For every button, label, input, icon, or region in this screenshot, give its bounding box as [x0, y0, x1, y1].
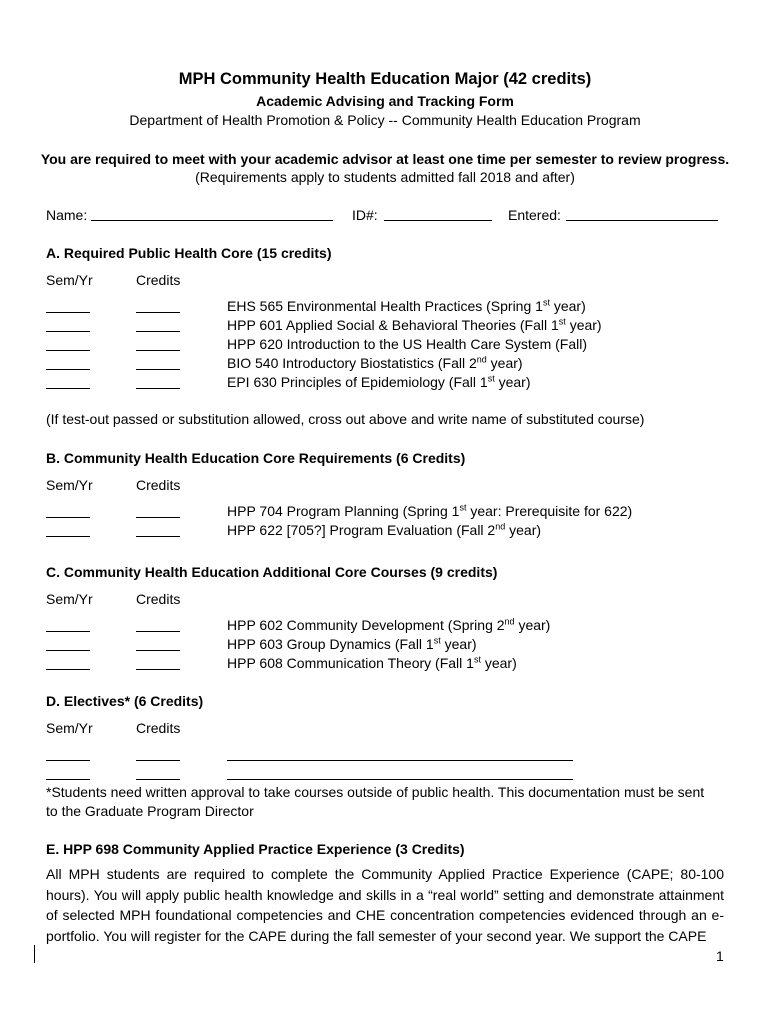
form-subtitle: Academic Advising and Tracking Form — [256, 93, 514, 109]
sem-blank[interactable] — [46, 536, 90, 537]
credits-blank[interactable] — [136, 312, 180, 313]
form-title: MPH Community Health Education Major (42 credits) — [178, 70, 592, 88]
section-e-heading: E. HPP 698 Community Applied Practice Experience (3 Credits) — [46, 841, 465, 857]
elective-course-field[interactable] — [227, 760, 573, 761]
electives-approval-note: *Students need written approval to take courses outside of public health. This documentation must be sent — [46, 784, 705, 800]
sem-blank[interactable] — [46, 388, 90, 389]
course-bio540: BIO 540 Introductory Biostatistics (Fall 2nd year) — [227, 354, 523, 371]
sem-blank[interactable] — [46, 517, 90, 518]
credits-blank[interactable] — [136, 650, 180, 651]
name-field[interactable] — [91, 220, 333, 221]
elective-course-field[interactable] — [227, 779, 573, 780]
section-d-heading: D. Electives* (6 Credits) — [46, 693, 204, 709]
page-number: 1 — [716, 948, 724, 964]
credits-header: Credits — [136, 720, 181, 736]
sem-yr-header: Sem/Yr — [46, 591, 93, 607]
credits-blank[interactable] — [136, 536, 180, 537]
entered-label: Entered: — [508, 207, 561, 223]
sem-blank[interactable] — [46, 350, 90, 351]
credits-blank[interactable] — [136, 331, 180, 332]
sem-yr-header: Sem/Yr — [46, 720, 93, 736]
sem-yr-header: Sem/Yr — [46, 272, 93, 288]
course-hpp622: HPP 622 [705?] Program Evaluation (Fall 2nd year) — [227, 521, 542, 538]
course-hpp608: HPP 608 Communication Theory (Fall 1st year) — [227, 654, 517, 671]
course-hpp603: HPP 603 Group Dynamics (Fall 1st year) — [227, 635, 477, 652]
id-label: ID#: — [352, 207, 378, 223]
sem-blank[interactable] — [46, 331, 90, 332]
sem-blank[interactable] — [46, 312, 90, 313]
course-ehs565: EHS 565 Environmental Health Practices (Spring 1st year) — [227, 297, 586, 314]
requirements-note: (Requirements apply to students admitted fall 2018 and after) — [195, 169, 575, 185]
sem-blank[interactable] — [46, 369, 90, 370]
credits-blank[interactable] — [136, 631, 180, 632]
cape-paragraph: All MPH students are required to complete the Community Applied Practice Experience (CAPE; 80-100 hours). You will apply public health knowledge and skills in a “real world” setting and demonstrate attainment of selected MPH foundational competencies and CHE concentration competencies evidenced through an e-portfolio. You will register for the CAPE during the fall semester of your second year. We support the CAPE — [46, 866, 724, 944]
advising-notice: You are required to meet with your academic advisor at least one time per semester to review progress. — [40, 151, 730, 167]
section-c-heading: C. Community Health Education Additional Core Courses (9 credits) — [46, 564, 498, 580]
course-hpp602: HPP 602 Community Development (Spring 2nd year) — [227, 616, 551, 633]
credits-header: Credits — [136, 272, 181, 288]
department-line: Department of Health Promotion & Policy -- Community Health Education Program — [129, 112, 641, 128]
electives-approval-note-cont: to the Graduate Program Director — [46, 803, 254, 819]
name-label: Name: — [46, 207, 88, 223]
course-epi630: EPI 630 Principles of Epidemiology (Fall 1st year) — [227, 373, 531, 390]
sem-blank[interactable] — [46, 650, 90, 651]
course-hpp620: HPP 620 Introduction to the US Health Care System (Fall) — [227, 336, 588, 352]
substitution-note: (If test-out passed or substitution allowed, cross out above and write name of substituted course) — [46, 411, 645, 427]
credits-blank[interactable] — [136, 669, 180, 670]
sem-blank[interactable] — [46, 669, 90, 670]
id-field[interactable] — [384, 220, 492, 221]
section-a-heading: A. Required Public Health Core (15 credits) — [46, 245, 332, 261]
credits-blank[interactable] — [136, 779, 180, 780]
edit-cursor-bar — [34, 945, 35, 963]
credits-blank[interactable] — [136, 350, 180, 351]
sem-blank[interactable] — [46, 631, 90, 632]
entered-field[interactable] — [566, 220, 718, 221]
credits-blank[interactable] — [136, 369, 180, 370]
course-hpp704: HPP 704 Program Planning (Spring 1st year: Prerequisite for 622) — [227, 502, 633, 519]
credits-blank[interactable] — [136, 760, 180, 761]
sem-blank[interactable] — [46, 779, 90, 780]
section-b-heading: B. Community Health Education Core Requirements (6 Credits) — [46, 450, 466, 466]
sem-yr-header: Sem/Yr — [46, 477, 93, 493]
credits-header: Credits — [136, 591, 181, 607]
credits-blank[interactable] — [136, 388, 180, 389]
credits-blank[interactable] — [136, 517, 180, 518]
credits-header: Credits — [136, 477, 181, 493]
course-hpp601: HPP 601 Applied Social & Behavioral Theories (Fall 1st year) — [227, 316, 602, 333]
sem-blank[interactable] — [46, 760, 90, 761]
